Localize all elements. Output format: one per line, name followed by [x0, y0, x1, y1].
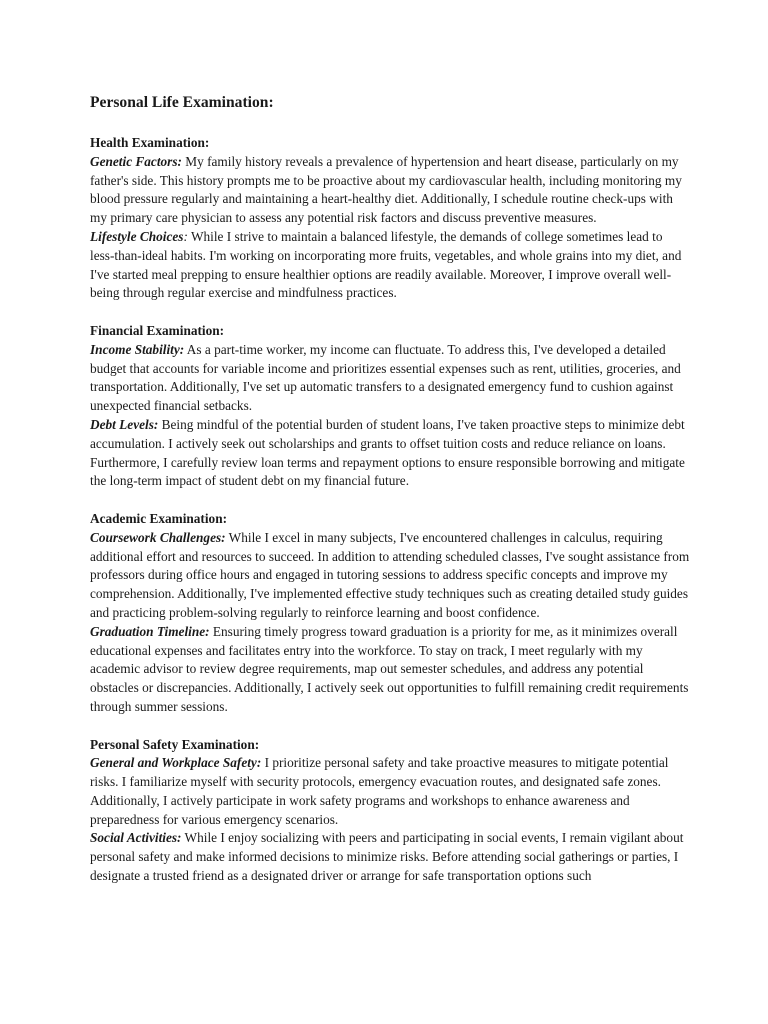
paragraph-text: Being mindful of the potential burden of student loans, I've taken proactive steps to minimize debt accumulation. I actively seek out scholarships and grants to offset tuition costs and reduce reliance on loans. Furthermore, I carefully review loan terms and repayment options to ensure responsible borrowing and mitigate the long-term impact of student debt on my financial future. — [90, 416, 685, 489]
section-personal-safety — [90, 736, 690, 886]
section-financial — [90, 322, 690, 491]
paragraph-label: General and Workplace Safety: — [90, 755, 262, 771]
paragraph-text: My family history reveals a prevalence of hypertension and heart disease, particularly on my father's side. This history prompts me to be proactive about my cardiovascular health, including monitoring my blood pressure regularly and maintaining a heart-healthy diet. Additionally, I schedule routine check-ups with my primary care physician to assess any potential risk factors and discuss preventive measures. — [90, 153, 682, 226]
paragraph-label: Debt Levels: — [90, 416, 159, 432]
paragraph-workplace-safety — [90, 754, 690, 829]
section-heading: Financial Examination: — [90, 322, 225, 338]
section-heading: Personal Safety Examination: — [90, 736, 260, 752]
paragraph-label: Lifestyle Choices — [90, 228, 184, 244]
section-health — [90, 134, 690, 303]
paragraph-debt-levels — [90, 416, 690, 491]
paragraph-lifestyle-choices — [90, 228, 690, 303]
paragraph-income-stability — [90, 341, 690, 416]
paragraph-label: Genetic Factors: — [90, 153, 182, 169]
paragraph-label: Graduation Timeline: — [90, 623, 210, 639]
paragraph-label: Coursework Challenges: — [90, 529, 226, 545]
paragraph-coursework-challenges — [90, 529, 690, 623]
section-heading: Health Examination: — [90, 135, 210, 150]
paragraph-genetic-factors — [90, 153, 690, 228]
paragraph-text: While I enjoy socializing with peers and participating in social events, I remain vigilant about personal safety and make informed decisions to minimize risks. Before attending social gatherings or parties, I designate a trusted friend as a designated driver or arrange for safe transportation options such — [90, 830, 684, 884]
paragraph-label: Income Stability: — [90, 341, 185, 357]
paragraph-text: While I excel in many subjects, I've encountered challenges in calculus, requiring additional effort and resources to succeed. In addition to attending scheduled classes, I've sought assistance from professors during office hours and engaged in tutoring sessions to address specific concepts and improve my comprehension. Additionally, I've implemented effective study techniques such as creating detailed study guides and practicing problem-solving regularly to reinforce learning and boost confidence. — [90, 529, 690, 620]
paragraph-label: Social Activities: — [90, 830, 182, 846]
document-page — [90, 93, 690, 905]
paragraph-text: I prioritize personal safety and take proactive measures to mitigate potential risks. I familiarize myself with security protocols, emergency evacuation routes, and designated safe zones. Additionally, I actively participate in work safety programs and workshops to enhance awareness and preparedness for various emergency scenarios. — [90, 755, 669, 827]
document-title: Personal Life Examination: — [90, 94, 274, 111]
paragraph-text: While I strive to maintain a balanced lifestyle, the demands of college sometimes lead to less-than-ideal habits. I'm working on incorporating more fruits, vegetables, and whole grains into my diet, and I've started meal prepping to ensure healthier options are readily available. Moreover, I improve overall well-being through regular exercise and mindfulness practices. — [90, 228, 682, 301]
section-heading: Academic Examination: — [90, 510, 228, 526]
paragraph-text: Ensuring timely progress toward graduation is a priority for me, as it minimizes overall educational expenses and facilitates entry into the workforce. To stay on track, I meet regularly with my academic advisor to review degree requirements, map out semester schedules, and address any potential obstacles or discrepancies. Additionally, I actively seek out opportunities to fulfill remaining credit requirements through summer sessions. — [90, 623, 689, 714]
paragraph-text: As a part-time worker, my income can fluctuate. To address this, I've developed a detailed budget that accounts for variable income and prioritizes essential expenses such as rent, utilities, groceries, and transportation. Additionally, I've set up automatic transfers to a designated emergency fund to cushion against unexpected financial setbacks. — [90, 341, 681, 414]
paragraph-social-activities — [90, 829, 690, 885]
paragraph-graduation-timeline — [90, 623, 690, 717]
paragraph-label-suffix: : — [183, 228, 188, 244]
section-academic — [90, 510, 690, 717]
